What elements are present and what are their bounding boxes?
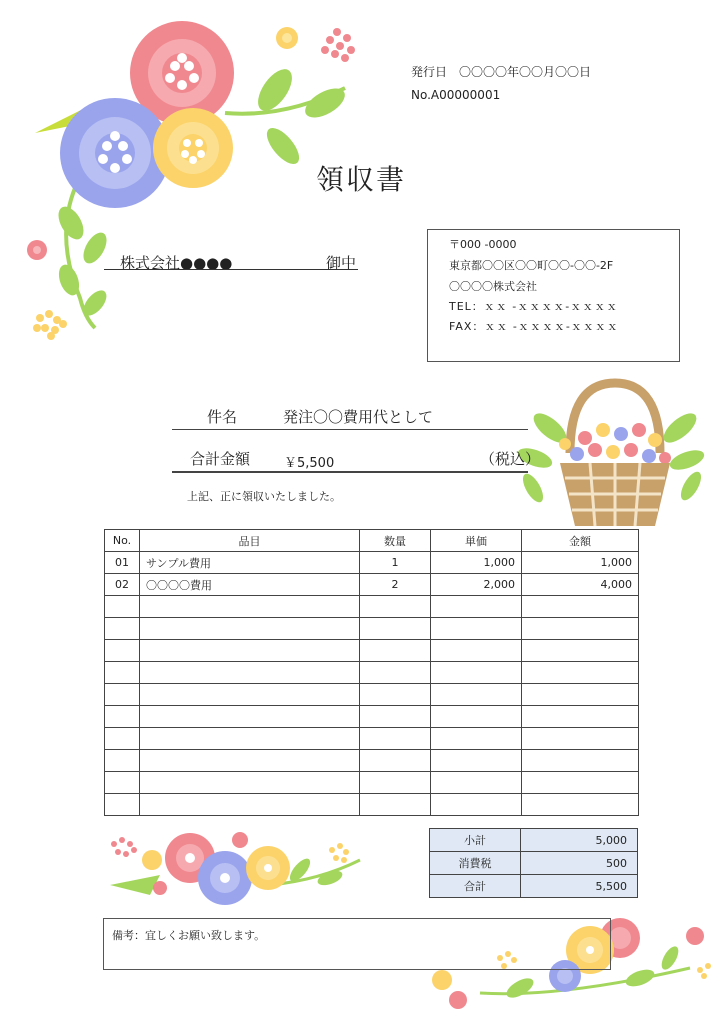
empty-table-row <box>105 750 639 772</box>
row-qty: 2 <box>360 574 431 596</box>
remarks-box <box>103 918 611 970</box>
empty-cell <box>431 662 522 684</box>
empty-table-row <box>105 684 639 706</box>
issuer-tel: TEL：ｘｘ -ｘｘｘｘ-ｘｘｘｘ <box>449 300 619 313</box>
items-table <box>104 529 639 816</box>
issue-date-value: 〇〇〇〇年〇〇月〇〇日 <box>459 65 592 79</box>
receipt-statement: 上記、正に領収いたしました。 <box>187 490 341 503</box>
subject-label: 件名 <box>207 408 238 426</box>
subtotal-value: 5,000 <box>521 829 638 852</box>
row-item: サンプル費用 <box>140 552 360 574</box>
empty-cell <box>360 750 431 772</box>
empty-cell <box>105 772 140 794</box>
empty-cell <box>431 794 522 816</box>
subject-underline <box>172 429 528 430</box>
tax-label: 消費税 <box>430 852 521 875</box>
floral-bottom-left-decoration <box>100 830 370 910</box>
issuer-postal: 〒000 -0000 <box>449 238 517 251</box>
header-amount: 金額 <box>522 530 639 552</box>
empty-cell <box>522 706 639 728</box>
total-underline <box>172 471 528 473</box>
empty-cell <box>522 662 639 684</box>
empty-cell <box>360 728 431 750</box>
totals-table <box>429 828 638 898</box>
empty-table-row <box>105 640 639 662</box>
empty-cell <box>105 596 140 618</box>
empty-cell <box>140 794 360 816</box>
remarks-text: 備考：宜しくお願い致します。 <box>112 929 266 942</box>
table-header-row <box>105 530 639 552</box>
grand-total-value: 5,500 <box>521 875 638 898</box>
empty-cell <box>431 618 522 640</box>
subject-value: 発注〇〇費用代として <box>283 408 434 426</box>
empty-cell <box>522 794 639 816</box>
empty-cell <box>522 684 639 706</box>
empty-cell <box>360 706 431 728</box>
empty-table-row <box>105 618 639 640</box>
empty-cell <box>105 794 140 816</box>
table-row <box>105 552 639 574</box>
empty-cell <box>105 640 140 662</box>
empty-cell <box>140 662 360 684</box>
row-price: 2,000 <box>431 574 522 596</box>
document-number: No.A00000001 <box>411 88 501 102</box>
empty-cell <box>360 662 431 684</box>
empty-cell <box>522 640 639 662</box>
issuer-address: 東京都〇〇区〇〇町〇〇-〇〇-2F <box>449 259 614 272</box>
header-price: 単価 <box>431 530 522 552</box>
empty-cell <box>360 618 431 640</box>
row-price: 1,000 <box>431 552 522 574</box>
empty-table-row <box>105 662 639 684</box>
empty-cell <box>140 772 360 794</box>
row-amount: 1,000 <box>522 552 639 574</box>
empty-cell <box>360 772 431 794</box>
header-item: 品目 <box>140 530 360 552</box>
empty-table-row <box>105 772 639 794</box>
floral-corner-decoration <box>25 18 365 348</box>
empty-cell <box>360 684 431 706</box>
subtotal-label: 小計 <box>430 829 521 852</box>
empty-cell <box>140 618 360 640</box>
empty-cell <box>431 706 522 728</box>
empty-cell <box>105 728 140 750</box>
tax-value: 500 <box>521 852 638 875</box>
header-qty: 数量 <box>360 530 431 552</box>
total-amount-label: 合計金額 <box>190 450 251 468</box>
recipient-underline <box>104 269 358 270</box>
empty-cell <box>431 684 522 706</box>
empty-table-row <box>105 596 639 618</box>
empty-cell <box>522 728 639 750</box>
issuer-company: 〇〇〇〇株式会社 <box>449 280 537 293</box>
tax-included-note: （税込） <box>480 450 541 468</box>
empty-cell <box>431 772 522 794</box>
empty-table-row <box>105 794 639 816</box>
tax-row <box>430 852 638 875</box>
empty-cell <box>431 596 522 618</box>
empty-cell <box>140 750 360 772</box>
empty-cell <box>140 684 360 706</box>
empty-cell <box>105 684 140 706</box>
page-title: 領収書 <box>316 163 407 196</box>
header-no: No. <box>105 530 140 552</box>
flower-basket-decoration <box>515 378 705 528</box>
empty-cell <box>360 640 431 662</box>
total-amount-value: ￥5,500 <box>284 456 335 471</box>
empty-cell <box>140 640 360 662</box>
empty-cell <box>522 596 639 618</box>
empty-cell <box>522 618 639 640</box>
empty-cell <box>140 706 360 728</box>
empty-cell <box>105 706 140 728</box>
row-item: 〇〇〇〇費用 <box>140 574 360 596</box>
empty-cell <box>105 662 140 684</box>
empty-table-row <box>105 728 639 750</box>
empty-cell <box>431 750 522 772</box>
grand-total-label: 合計 <box>430 875 521 898</box>
empty-cell <box>431 728 522 750</box>
empty-cell <box>140 596 360 618</box>
row-no: 01 <box>105 552 140 574</box>
empty-cell <box>431 640 522 662</box>
empty-cell <box>522 772 639 794</box>
recipient-name: 株式会社●●●● <box>120 254 233 272</box>
empty-cell <box>522 750 639 772</box>
table-row <box>105 574 639 596</box>
empty-table-row <box>105 706 639 728</box>
subtotal-row <box>430 829 638 852</box>
issue-date <box>411 63 591 80</box>
issuer-fax: FAX：ｘｘ -ｘｘｘｘ-ｘｘｘｘ <box>449 320 619 333</box>
row-amount: 4,000 <box>522 574 639 596</box>
grand-total-row <box>430 875 638 898</box>
empty-cell <box>105 750 140 772</box>
empty-cell <box>140 728 360 750</box>
row-no: 02 <box>105 574 140 596</box>
recipient-honorific: 御中 <box>326 254 357 272</box>
empty-cell <box>360 794 431 816</box>
issue-date-label: 発行日 <box>411 65 448 79</box>
empty-cell <box>360 596 431 618</box>
row-qty: 1 <box>360 552 431 574</box>
empty-cell <box>105 618 140 640</box>
